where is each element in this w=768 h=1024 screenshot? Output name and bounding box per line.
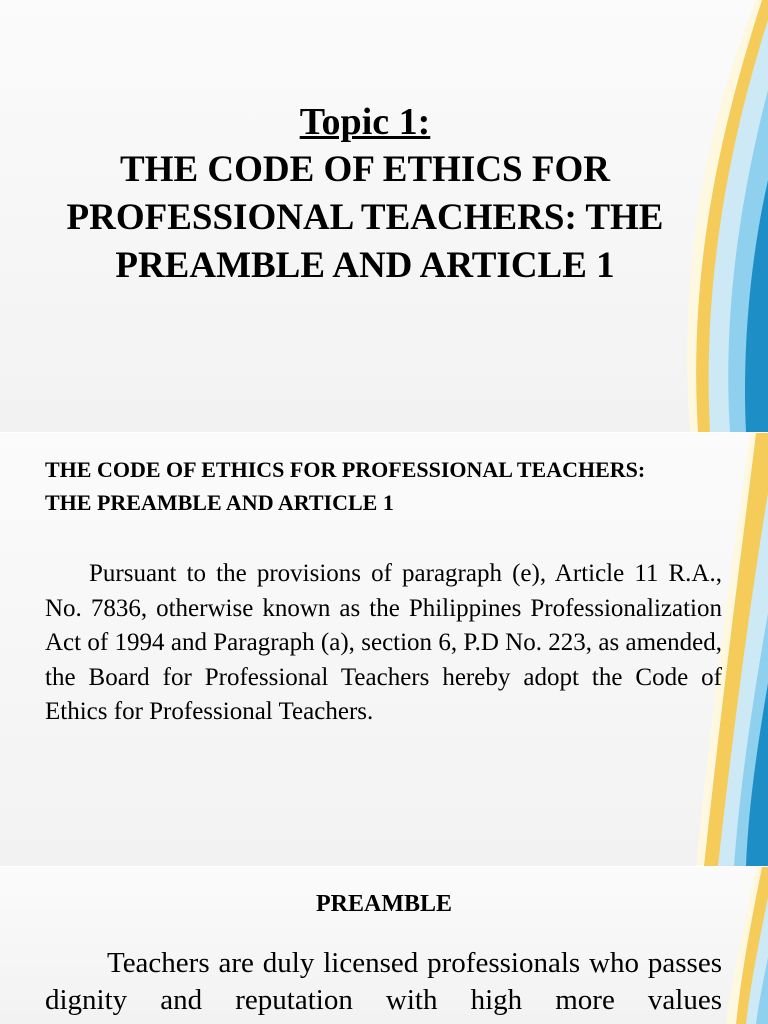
title-block [40,98,690,290]
slide-heading: THE CODE OF ETHICS FOR PROFESSIONAL TEACHERS: THE PREAMBLE AND ARTICLE 1 [45,457,646,515]
slide-paragraph: Pursuant to the provisions of paragraph (e), Article 11 R.A., No. 7836, otherwise known as the Philippines Professionalization Act of 1994 and Paragraph (a), section 6, P.D No. 223, as amended, the Board for Professional Teachers hereby adopt the Code of Ethics for Professional Teachers. [45,560,722,725]
preamble-slide [0,867,768,1024]
slide-heading: PREAMBLE [315,891,452,917]
topic-label: Topic 1: [299,101,431,143]
content-slide [0,433,768,866]
title-slide [0,0,768,432]
slide-paragraph: Teachers are duly licensed professionals who passes dignity and reputation with high more values [45,947,722,1016]
slide-title: THE CODE OF ETHICS FOR PROFESSIONAL TEACHERS: THE PREAMBLE AND ARTICLE 1 [66,149,664,286]
